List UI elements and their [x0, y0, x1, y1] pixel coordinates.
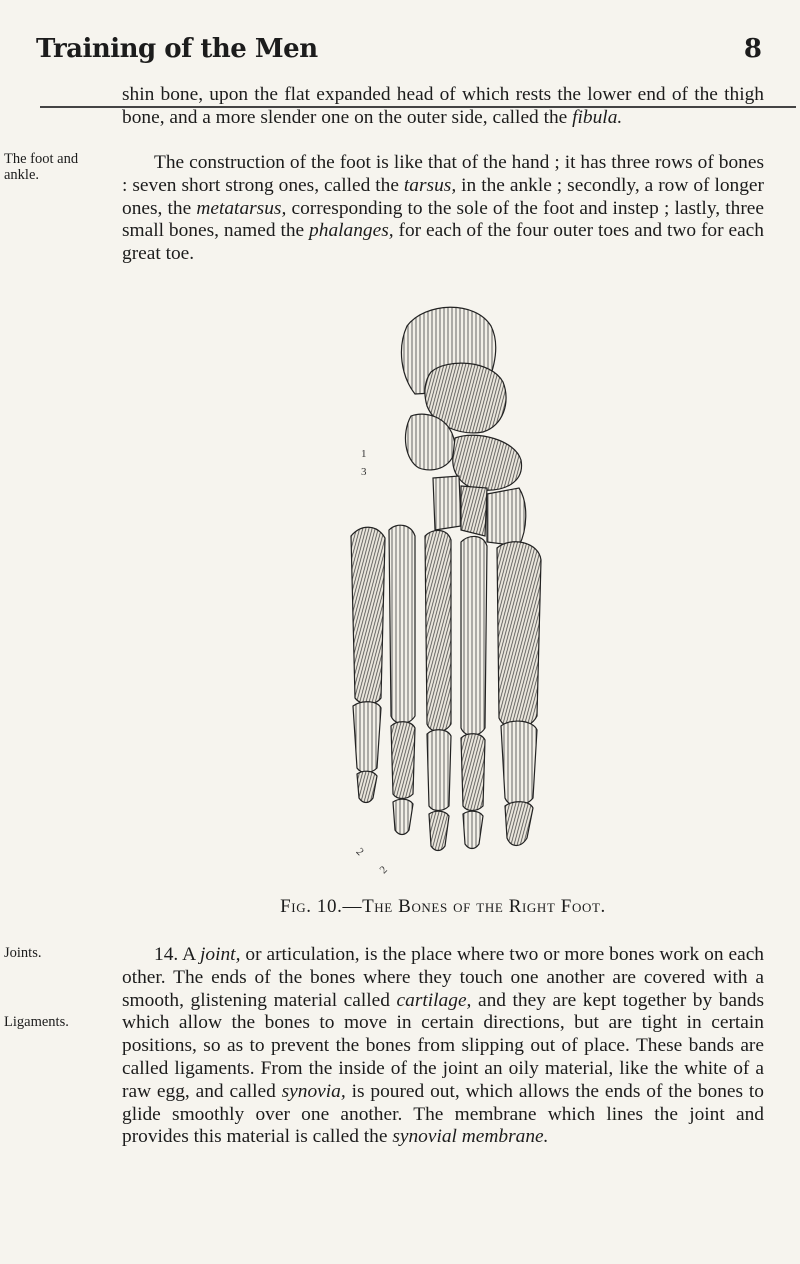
phalanx-proximal-1	[501, 721, 537, 805]
text-run: and they are kept together by bands which allow the bones to move in certain directions, but are tight in certain positions, so as to prevent the bones from slipping out of place. These bands are called ligaments. From the inside of the joint an oily material, like the white of a raw egg, and called	[122, 989, 765, 1102]
phalanx-distal-1	[505, 802, 533, 846]
term-fibula: fibula.	[572, 106, 623, 128]
text-run: in the ankle ; secondly, a row of longer ones, the	[122, 174, 764, 219]
term-tarsus: tarsus,	[403, 174, 457, 196]
caption-title: —The Bones of the Right Foot.	[342, 896, 606, 917]
term-phalanges: phalanges,	[309, 220, 394, 242]
running-title: Training of the Men	[36, 34, 318, 64]
text-run: shin bone, upon the flat expanded head of which rests the lower end of the thigh bone, and a more slender one on the outer side, called the	[122, 84, 764, 128]
phalanx-proximal-2	[461, 734, 485, 811]
sidenote-joints: Joints.	[4, 945, 42, 961]
phalanx-proximal-3	[427, 730, 451, 811]
figure-label-2b: 2	[377, 863, 390, 877]
running-head	[36, 34, 766, 74]
paragraph-fibula	[122, 84, 764, 130]
term-metatarsus: metatarsus,	[196, 197, 287, 219]
sidenote-line: ankle.	[4, 167, 40, 183]
phalanx-distal-3	[429, 811, 449, 850]
text-run: for each of the four outer toes and two for each great toe.	[122, 220, 764, 265]
text-run: A	[178, 944, 201, 965]
figure-label-1: 1	[361, 448, 367, 460]
sidenote-ligaments: Ligaments.	[4, 1014, 69, 1030]
cuneiform-medial	[487, 488, 526, 546]
cuneiform-lateral	[433, 476, 461, 530]
paragraph-joints	[122, 944, 764, 1149]
foot-bones-figure	[315, 298, 555, 876]
caption-prefix: Fig. 10.	[280, 896, 343, 917]
phalanx-distal-5	[357, 771, 377, 802]
metatarsal-4	[389, 525, 415, 723]
cuneiform-intermediate	[461, 486, 487, 536]
phalanx-proximal-4	[391, 722, 415, 799]
text-run: or articulation, is the place where two or more bones work on each other. The ends of the bones where they touch one another are covered with a smooth, glistening material called	[122, 944, 764, 1011]
sidenote-foot-ankle	[4, 151, 116, 183]
metatarsal-5	[351, 527, 385, 704]
phalanx-proximal-5	[353, 702, 381, 773]
sidenote-line: The foot and	[4, 151, 79, 167]
metatarsal-1	[497, 542, 541, 729]
text-run: is poured out, which allows the ends of the bones to glide smoothly over one another. The membrane which lines the joint and provides this material is called the	[122, 1080, 764, 1148]
paragraph-foot-construction	[122, 152, 764, 266]
figure-label-2a: 2	[353, 845, 366, 859]
term-synovial-membrane: synovial membrane.	[392, 1126, 549, 1148]
page-number: 8	[743, 34, 762, 64]
phalanx-distal-4	[393, 799, 413, 834]
figure-caption	[122, 896, 764, 918]
term-cartilage: cartilage,	[396, 989, 472, 1011]
term-synovia: synovia,	[281, 1080, 346, 1102]
figure-label-3: 3	[361, 466, 367, 478]
metatarsal-3	[425, 530, 451, 731]
text-run: The construction of the foot is like that of the hand ; it has three rows of bones : seven short strong ones, called the	[122, 152, 764, 196]
navicular-bone	[453, 435, 522, 490]
foot-skeleton-illustration	[315, 298, 555, 876]
phalanx-distal-2	[463, 811, 483, 848]
text-run: corresponding to the sole of the foot and instep ; lastly, three small bones, named the	[122, 197, 764, 242]
section-number: 14.	[154, 944, 179, 965]
term-joint: joint,	[200, 944, 241, 965]
metatarsal-2	[461, 536, 487, 735]
